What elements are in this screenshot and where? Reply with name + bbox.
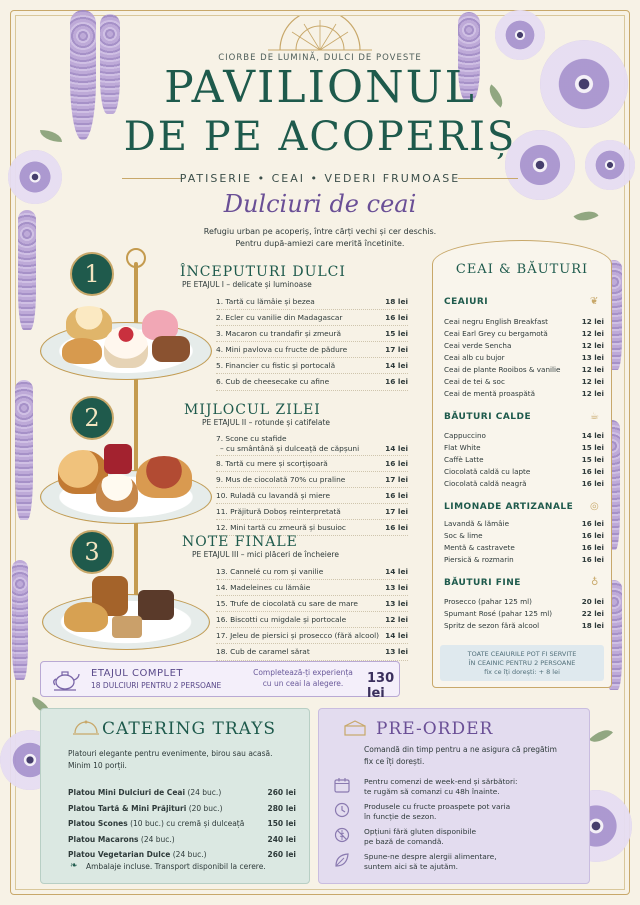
menu-item (216, 628, 408, 644)
drink-price: 13 lei (581, 353, 604, 362)
item-name-line: 7. Scone cu stafide (216, 434, 287, 443)
drink-name: Ceai de tei & soc (444, 377, 505, 386)
menu-item (216, 488, 408, 504)
item-price: 15 lei (385, 329, 408, 339)
drinks-list (444, 518, 604, 566)
preorder-item-text (364, 827, 549, 847)
subtitle: PATISERIE • CEAI • VEDERI FRUMOASE (179, 172, 461, 185)
drink-item (444, 316, 604, 328)
catering-item (68, 832, 296, 848)
item-name: 18. Cub de caramel sărat (216, 647, 310, 657)
catering-item (68, 785, 296, 801)
drink-price: 16 lei (581, 543, 604, 552)
calendar-icon (334, 777, 350, 793)
item-name: 16. Biscotti cu migdale și portocale (216, 615, 347, 625)
sunburst-ornament (268, 16, 372, 52)
section-script-title: Dulciuri de ceai (223, 190, 417, 218)
item-price: 16 lei (385, 313, 408, 323)
item-price: 13 lei (385, 583, 408, 593)
menu-item (216, 580, 408, 596)
drink-name: Ceai Earl Grey cu bergamotă (444, 329, 548, 338)
preorder-desc-line: Comandă din timp pentru a ne asigura că pregătim (364, 745, 557, 754)
full-tier-offer (40, 661, 400, 701)
catering-item-label (68, 816, 244, 832)
catering-item-price: 150 lei (267, 819, 296, 828)
drink-price: 12 lei (581, 329, 604, 338)
teapot-note (440, 645, 604, 681)
drink-price: 16 lei (581, 555, 604, 564)
pastry-illustration (138, 590, 174, 620)
catering-item-name: Platou Macarons (68, 834, 139, 844)
tea-leaf-icon: ❦ (590, 296, 599, 307)
drink-name: Ceai de plante Rooibos & vanilie (444, 365, 561, 374)
full-tier-text-line: Completează-ți experiența (253, 668, 353, 677)
item-name: 1. Tartă cu lămâie și bezea (216, 297, 315, 306)
drink-item (444, 596, 604, 608)
drink-price: 18 lei (581, 621, 604, 630)
catering-item-price: 260 lei (267, 788, 296, 797)
preorder-item-text (364, 802, 549, 822)
drink-item (444, 454, 604, 466)
item-name: 11. Prăjitură Doboș reinterpretată (216, 507, 341, 517)
full-tier-text (253, 667, 353, 689)
item-name: 6. Cub de cheesecake cu afine (216, 377, 330, 387)
drink-name: Spritz de sezon fără alcool (444, 621, 540, 630)
item-name: 3. Macaron cu trandafir și zmeură (216, 329, 341, 339)
item-name: 5. Financier cu fistic și portocală (216, 361, 336, 371)
drink-price: 16 lei (581, 531, 604, 540)
drinks-section-title: CEAIURI (444, 297, 489, 307)
item-price: 14 lei (385, 443, 408, 453)
menu-item (216, 432, 408, 456)
item-price: 18 lei (385, 297, 408, 306)
drink-name: Mentă & castravete (444, 543, 515, 552)
preorder-item-line: Produsele cu fructe proaspete pot varia (364, 802, 511, 811)
tier-number-badge: 3 (70, 530, 114, 574)
drink-item (444, 328, 604, 340)
drink-item (444, 478, 604, 490)
drink-price: 14 lei (581, 431, 604, 440)
item-price: 16 lei (385, 377, 408, 387)
item-name-line: – cu smântână și dulceață de căpșuni (220, 443, 360, 453)
drink-item (444, 388, 604, 400)
note-line: fix ce îți dorești: + 8 lei (484, 668, 560, 676)
menu-item (216, 504, 408, 520)
drink-price: 12 lei (581, 341, 604, 350)
catering-item-label (68, 801, 223, 817)
tier-subtitle: PE ETAJUL I – delicate și luminoase (182, 280, 312, 289)
gluten-free-icon (334, 827, 350, 843)
catering-item-price: 240 lei (267, 834, 296, 844)
intro-line: Refugiu urban pe acoperiș, între cărți vechi și cer deschis. (203, 227, 437, 236)
drink-item (444, 620, 604, 632)
intro-line: Pentru după-amiezi care merită încetinite. (235, 239, 405, 248)
drink-price: 20 lei (581, 597, 604, 606)
menu-item (216, 564, 408, 580)
drink-name: Ciocolată caldă neagră (444, 479, 527, 488)
item-name: 8. Tartă cu mere și scorțișoară (216, 459, 328, 468)
tier-title: MIJLOCUL ZILEI (184, 402, 321, 418)
pastry-illustration (66, 306, 112, 340)
drinks-title: CEAI & BĂUTURI (455, 262, 589, 277)
preorder-desc-line: fix ce îți dorești. (364, 757, 425, 766)
item-name: 15. Trufe de ciocolată cu sare de mare (216, 599, 358, 609)
catering-item-qty: (10 buc.) cu cremă și dulceață (130, 819, 245, 828)
drink-price: 15 lei (581, 443, 604, 452)
catering-item-label (68, 785, 221, 801)
tier-subtitle: PE ETAJUL II – rotunde și catifelate (202, 418, 331, 427)
full-tier-subtitle: 18 DULCIURI PENTRU 2 PERSOANE (91, 681, 222, 690)
drink-item (444, 442, 604, 454)
item-price: 13 lei (385, 647, 408, 657)
lemon-icon: ◎ (590, 501, 599, 512)
catering-title: CATERING TRAYS (102, 719, 277, 739)
drink-name: Lavandă & lămâie (444, 519, 509, 528)
cake-stand-pole (134, 262, 138, 642)
cake-box-icon (342, 719, 368, 737)
item-name: 10. Ruladă cu lavandă și miere (216, 491, 331, 501)
drink-name: Caffè Latte (444, 455, 484, 464)
wisteria-decoration (12, 560, 28, 680)
drinks-section-title: BĂUTURI FINE (444, 578, 521, 588)
tier-title: NOTE FINALE (182, 534, 298, 550)
drink-name: Ceai de mentă proaspătă (444, 389, 535, 398)
tier-title: ÎNCEPUTURI DULCI (180, 264, 346, 280)
drink-item (444, 542, 604, 554)
wisteria-decoration (15, 380, 33, 520)
pastry-illustration (96, 474, 138, 512)
tray-icon (72, 719, 100, 737)
item-name: 14. Madeleines cu lămâie (216, 583, 311, 593)
menu-item (216, 294, 408, 310)
drink-name: Ceai verde Sencha (444, 341, 512, 350)
item-price: 14 lei (385, 631, 408, 641)
drink-item (444, 518, 604, 530)
catering-item-qty: (24 buc.) (140, 834, 175, 844)
drink-name: Ceai alb cu bujor (444, 353, 505, 362)
pastry-illustration (152, 336, 190, 362)
catering-item-name: Platou Mini Dulciuri de Ceai (68, 788, 186, 797)
item-name: 13. Cannelé cu rom și vanilie (216, 567, 324, 576)
drink-price: 22 lei (581, 609, 604, 618)
menu-item (216, 456, 408, 472)
drink-item (444, 340, 604, 352)
item-price: 13 lei (385, 599, 408, 609)
stand-finial (126, 248, 146, 268)
catering-desc-line: Platouri elegante pentru evenimente, birou sau acasă. (68, 749, 273, 758)
catering-item (68, 816, 296, 832)
preorder-item-line: pe bază de comandă. (364, 837, 444, 846)
item-price: 16 lei (385, 523, 408, 533)
drink-name: Prosecco (pahar 125 ml) (444, 597, 532, 606)
page-title-line2: DE PE ACOPERIȘ (123, 114, 517, 160)
note-line: ÎN CEAINIC PENTRU 2 PERSOANE (468, 659, 576, 667)
drink-name: Ciocolată caldă cu lapte (444, 467, 531, 476)
item-price: 17 lei (385, 507, 408, 517)
pastry-illustration (104, 326, 148, 368)
drink-price: 16 lei (581, 519, 604, 528)
pastry-illustration (112, 616, 142, 638)
pastry-illustration (64, 602, 108, 632)
teapot-icon (51, 668, 81, 692)
catering-item-name: Platou Vegetarian Dulce (68, 850, 171, 859)
tier-number-badge: 1 (70, 252, 114, 296)
menu-list (216, 432, 408, 536)
drink-item (444, 376, 604, 388)
drink-item (444, 430, 604, 442)
catering-description (68, 748, 273, 772)
item-price: 12 lei (385, 615, 408, 625)
drink-item (444, 554, 604, 566)
menu-item (216, 310, 408, 326)
drink-name: Spumant Rosé (pahar 125 ml) (444, 609, 553, 618)
drink-name: Flat White (444, 443, 481, 452)
catering-item (68, 801, 296, 817)
catering-item-name: Platou Tartă & Mini Prăjituri (68, 803, 187, 813)
catering-item-name: Platou Scones (68, 819, 128, 828)
note-line: TOATE CEAIURILE POT FI SERVITE (467, 650, 577, 658)
glass-icon: ♁ (591, 577, 599, 588)
catering-item-label (68, 832, 175, 848)
tier-number-badge: 2 (70, 396, 114, 440)
catering-item (68, 847, 296, 863)
drink-item (444, 608, 604, 620)
catering-item-price: 260 lei (267, 850, 296, 859)
menu-item (216, 326, 408, 342)
drink-name: Cappuccino (444, 431, 486, 440)
tagline: CIORBE DE LUMINĂ, DULCI DE POVESTE (218, 53, 422, 63)
preorder-item-text (364, 852, 549, 872)
full-tier-text-line: cu un ceai la alegere. (262, 679, 344, 688)
drink-price: 15 lei (581, 455, 604, 464)
drink-price: 12 lei (581, 377, 604, 386)
menu-item (216, 644, 408, 660)
preorder-item-line: te rugăm să comanzi cu 48h înainte. (364, 787, 500, 796)
item-name (216, 434, 359, 453)
item-price: 14 lei (385, 567, 408, 576)
item-price: 17 lei (385, 475, 408, 485)
drinks-list (444, 430, 604, 490)
preorder-item-line: Spune-ne despre alergii alimentare, (364, 852, 497, 861)
menu-item (216, 612, 408, 628)
menu-item (216, 596, 408, 612)
drink-price: 12 lei (581, 365, 604, 374)
drinks-section-title: LIMONADE ARTIZANALE (444, 502, 574, 512)
preorder-title: PRE-ORDER (376, 719, 494, 739)
drink-item (444, 364, 604, 376)
menu-item (216, 358, 408, 374)
drink-price: 12 lei (581, 317, 604, 326)
item-name: 17. Jeleu de piersici și prosecco (fără alcool) (216, 631, 380, 641)
item-name: 4. Mini pavlova cu fructe de pădure (216, 345, 348, 355)
full-tier-title: ETAJUL COMPLET (91, 668, 184, 679)
drinks-list (444, 316, 604, 400)
catering-footer: Ambalaje incluse. Transport disponibil la cerere. (86, 862, 266, 871)
drink-price: 16 lei (581, 467, 604, 476)
item-name: 9. Mus de ciocolată 70% cu praline (216, 475, 346, 485)
menu-list (216, 294, 408, 391)
pastry-illustration (136, 456, 192, 498)
drink-name: Piersică & rozmarin (444, 555, 514, 564)
cup-icon: ☕ (590, 411, 599, 422)
item-price: 17 lei (385, 345, 408, 355)
catering-item-qty: (20 buc.) (188, 803, 223, 813)
catering-desc-line: Minim 10 porții. (68, 761, 127, 770)
drink-item (444, 466, 604, 478)
drink-price: 12 lei (581, 389, 604, 398)
drinks-section-title: BĂUTURI CALDE (444, 412, 532, 422)
leaf-icon: ❧ (70, 861, 78, 871)
pastry-illustration (62, 338, 102, 364)
leaf-icon (334, 852, 350, 868)
preorder-item-line: în funcție de sezon. (364, 812, 437, 821)
tier-subtitle: PE ETAJUL III – mici plăceri de încheiere (192, 550, 339, 559)
catering-item-qty: (24 buc.) (172, 850, 207, 859)
page-title-line1: PAVILIONUL (164, 62, 476, 113)
preorder-item-line: Pentru comenzi de week-end și sărbători: (364, 777, 518, 786)
item-price: 16 lei (385, 459, 408, 468)
catering-item-price: 280 lei (267, 803, 296, 813)
pastry-illustration (104, 444, 132, 474)
catering-list (68, 785, 296, 863)
catering-item-label (68, 847, 207, 863)
full-tier-price: 130 lei (367, 671, 395, 701)
item-price: 14 lei (385, 361, 408, 371)
item-name: 12. Mini tartă cu zmeură și busuioc (216, 523, 346, 533)
preorder-item-line: suntem aici să te ajutăm. (364, 862, 459, 871)
preorder-description (364, 744, 557, 768)
menu-item (216, 342, 408, 358)
menu-item (216, 472, 408, 488)
drink-item (444, 352, 604, 364)
item-name: 2. Ecler cu vanilie din Madagascar (216, 313, 343, 323)
catering-item-qty: (24 buc.) (187, 788, 222, 797)
preorder-item-text (364, 777, 549, 797)
menu-item (216, 374, 408, 390)
clock-icon (334, 802, 350, 818)
menu-list (216, 564, 408, 661)
drink-price: 16 lei (581, 479, 604, 488)
drink-name: Soc & lime (444, 531, 483, 540)
drink-name: Ceai negru English Breakfast (444, 317, 548, 326)
drinks-list (444, 596, 604, 632)
item-price: 16 lei (385, 491, 408, 501)
drink-item (444, 530, 604, 542)
preorder-item-line: Opțiuni fără gluten disponibile (364, 827, 477, 836)
